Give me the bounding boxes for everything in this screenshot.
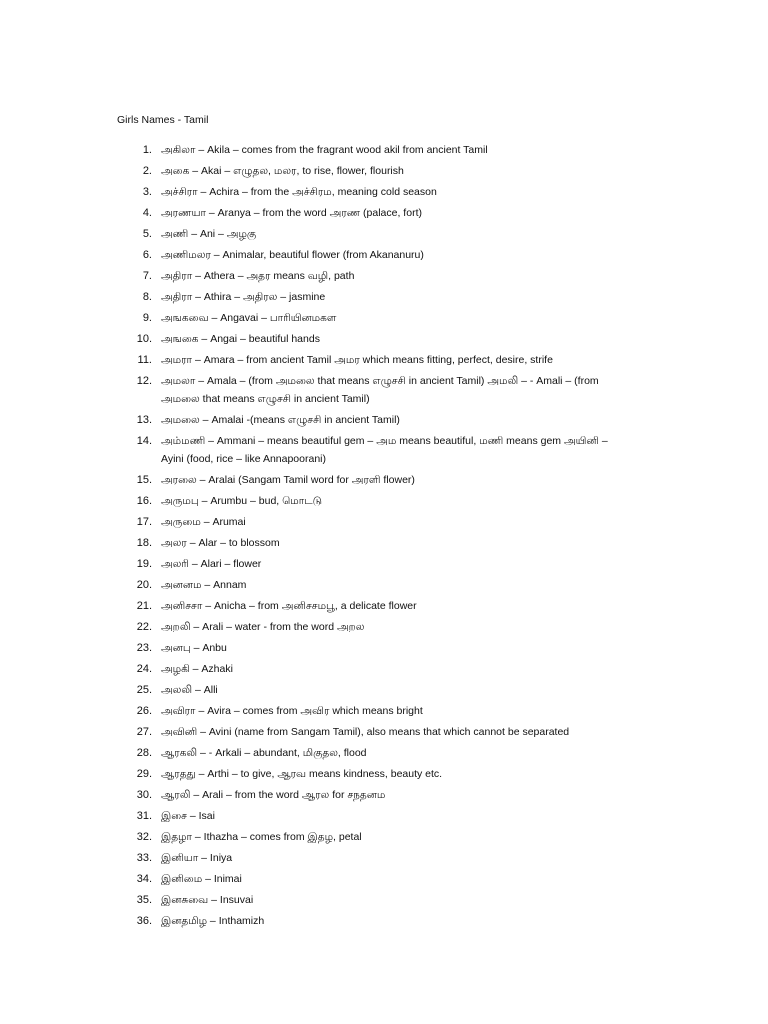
- list-item: [0, 204, 768, 222]
- list-item-text: அஙகை – Angai – beautiful hands: [161, 333, 320, 345]
- list-item-text: அலர – Alar – to blossom: [161, 537, 280, 549]
- list-item: [0, 141, 768, 159]
- list-item-text: அருமை – Arumai: [161, 516, 246, 528]
- list-item-number: 26.: [136, 705, 152, 717]
- list-item: [0, 618, 768, 636]
- list-item-text: அறலி – Arali – water - from the word அறல: [161, 621, 365, 633]
- list-item-number: 3.: [142, 186, 152, 198]
- list-item-text: அமரா – Amara – from ancient Tamil அமர which means fitting, perfect, desire, strife: [161, 354, 553, 366]
- list-item: [0, 246, 768, 264]
- list-item-text: அதிரா – Athera – அதர means வழி, path: [161, 270, 355, 282]
- list-item-text: ஆரலி – Arali – from the word ஆரல for சநதனம: [161, 789, 386, 801]
- list-item: [0, 744, 768, 762]
- list-item-number: 29.: [136, 768, 152, 780]
- list-item-number: 12.: [136, 375, 152, 387]
- list-item: [0, 807, 768, 825]
- list-item: [0, 765, 768, 783]
- list-item-number: 5.: [142, 228, 152, 240]
- list-item-number: 35.: [136, 894, 152, 906]
- list-item-text: அருமபு – Arumbu – bud, மொடடு: [161, 495, 322, 507]
- list-item-number: 34.: [136, 873, 152, 885]
- list-item-number: 13.: [136, 414, 152, 426]
- list-item-text: இனதமிழ – Inthamizh: [161, 915, 265, 927]
- list-item-text: அச்சிரா – Achira – from the அச்சிரம, meaning cold season: [161, 186, 437, 198]
- list-item-text: அழகி – Azhaki: [161, 663, 233, 675]
- list-item: [0, 681, 768, 699]
- list-item-text: அஙகவை – Angavai – பாரியினமகள: [161, 312, 337, 324]
- list-item: [0, 372, 768, 408]
- list-item: [0, 639, 768, 657]
- list-item-text: அனபு – Anbu: [161, 642, 227, 654]
- list-item-number: 22.: [136, 621, 152, 633]
- list-item-number: 21.: [136, 600, 152, 612]
- list-item: [0, 786, 768, 804]
- list-item: [0, 723, 768, 741]
- list-item: [0, 471, 768, 489]
- list-item: [0, 225, 768, 243]
- document-title: Girls Names - Tamil: [117, 114, 209, 126]
- list-item: [0, 660, 768, 678]
- list-item-number: 18.: [136, 537, 152, 549]
- list-item-text: இதழா – Ithazha – comes from இதழ, petal: [161, 831, 362, 843]
- list-item: [0, 702, 768, 720]
- list-item-number: 15.: [136, 474, 152, 486]
- list-item: [0, 849, 768, 867]
- list-item-text: இனிமை – Inimai: [161, 873, 242, 885]
- list-item-number: 9.: [142, 312, 152, 324]
- list-item: [0, 597, 768, 615]
- list-item-text: அனனம – Annam: [161, 579, 247, 591]
- list-item-number: 6.: [142, 249, 152, 261]
- list-item-text: அலலி – Alli: [161, 684, 218, 696]
- list-item-number: 27.: [136, 726, 152, 738]
- list-item-text: அம்மணி – Ammani – means beautiful gem – அம means beautiful, மணி means gem அயினி – Ayini (food, rice – like Annapoorani): [161, 435, 608, 465]
- list-item-text: அனிசசா – Anicha – from அனிசசமபூ, a delicate flower: [161, 600, 417, 612]
- list-item-number: 20.: [136, 579, 152, 591]
- names-list: [0, 141, 768, 933]
- list-item-text: அகை – Akai – எழுதல, மலர, to rise, flower, flourish: [161, 165, 404, 177]
- list-item-number: 24.: [136, 663, 152, 675]
- list-item: [0, 912, 768, 930]
- list-item-number: 10.: [136, 333, 152, 345]
- list-item-text: அவிரா – Avira – comes from அவிர which means bright: [161, 705, 423, 717]
- list-item: [0, 513, 768, 531]
- list-item-number: 7.: [142, 270, 152, 282]
- list-item: [0, 828, 768, 846]
- list-item: [0, 288, 768, 306]
- list-item-number: 11.: [137, 354, 152, 366]
- list-item-text: அலரி – Alari – flower: [161, 558, 262, 570]
- list-item-number: 23.: [136, 642, 152, 654]
- list-item-number: 4.: [142, 207, 152, 219]
- list-item-text: அகிலா – Akila – comes from the fragrant wood akil from ancient Tamil: [161, 144, 488, 156]
- list-item-text: இனசுவை – Insuvai: [161, 894, 254, 906]
- list-item-text: அரலை – Aralai (Sangam Tamil word for அரளி flower): [161, 474, 415, 486]
- list-item: [0, 432, 768, 468]
- list-item-text: அதிரா – Athira – அதிரல – jasmine: [161, 291, 326, 303]
- list-item-text: அமலா – Amala – (from அமலை that means எழுசசி in ancient Tamil) அமலி – - Amali – (from அமலை that means எழுசசி in ancient Tamil): [161, 375, 599, 405]
- list-item: [0, 351, 768, 369]
- list-item-text: அணி – Ani – அழகு: [161, 228, 257, 240]
- list-item: [0, 267, 768, 285]
- list-item-text: அரணயா – Aranya – from the word அரண (palace, fort): [161, 207, 422, 219]
- list-item-number: 1.: [142, 144, 152, 156]
- list-item: [0, 870, 768, 888]
- list-item: [0, 891, 768, 909]
- list-item: [0, 411, 768, 429]
- list-item-number: 31.: [136, 810, 152, 822]
- list-item-text: இனியா – Iniya: [161, 852, 233, 864]
- list-item-number: 19.: [136, 558, 152, 570]
- list-item-number: 36.: [136, 915, 152, 927]
- list-item-text: ஆரதது – Arthi – to give, ஆரவ means kindness, beauty etc.: [161, 768, 443, 780]
- list-item-number: 16.: [136, 495, 152, 507]
- list-item-text: அணிமலர – Animalar, beautiful flower (from Akananuru): [161, 249, 424, 261]
- list-item: [0, 183, 768, 201]
- list-item-text: அவினி – Avini (name from Sangam Tamil), also means that which cannot be separated: [161, 726, 570, 738]
- list-item-number: 32.: [136, 831, 152, 843]
- list-item-number: 25.: [136, 684, 152, 696]
- list-item: [0, 162, 768, 180]
- list-item-text: அமலை – Amalai -(means எழுசசி in ancient Tamil): [161, 414, 400, 426]
- list-item-number: 30.: [136, 789, 152, 801]
- list-item-number: 2.: [142, 165, 152, 177]
- list-item-number: 33.: [136, 852, 152, 864]
- list-item: [0, 534, 768, 552]
- list-item-number: 8.: [142, 291, 152, 303]
- list-item: [0, 555, 768, 573]
- list-item: [0, 492, 768, 510]
- list-item: [0, 576, 768, 594]
- list-item: [0, 330, 768, 348]
- list-item: [0, 309, 768, 327]
- list-item-text: ஆரகலி – - Arkali – abundant, மிகுதல, flood: [161, 747, 367, 759]
- list-item-text: இசை – Isai: [161, 810, 215, 822]
- list-item-number: 17.: [136, 516, 152, 528]
- list-item-number: 14.: [136, 435, 152, 447]
- list-item-number: 28.: [136, 747, 152, 759]
